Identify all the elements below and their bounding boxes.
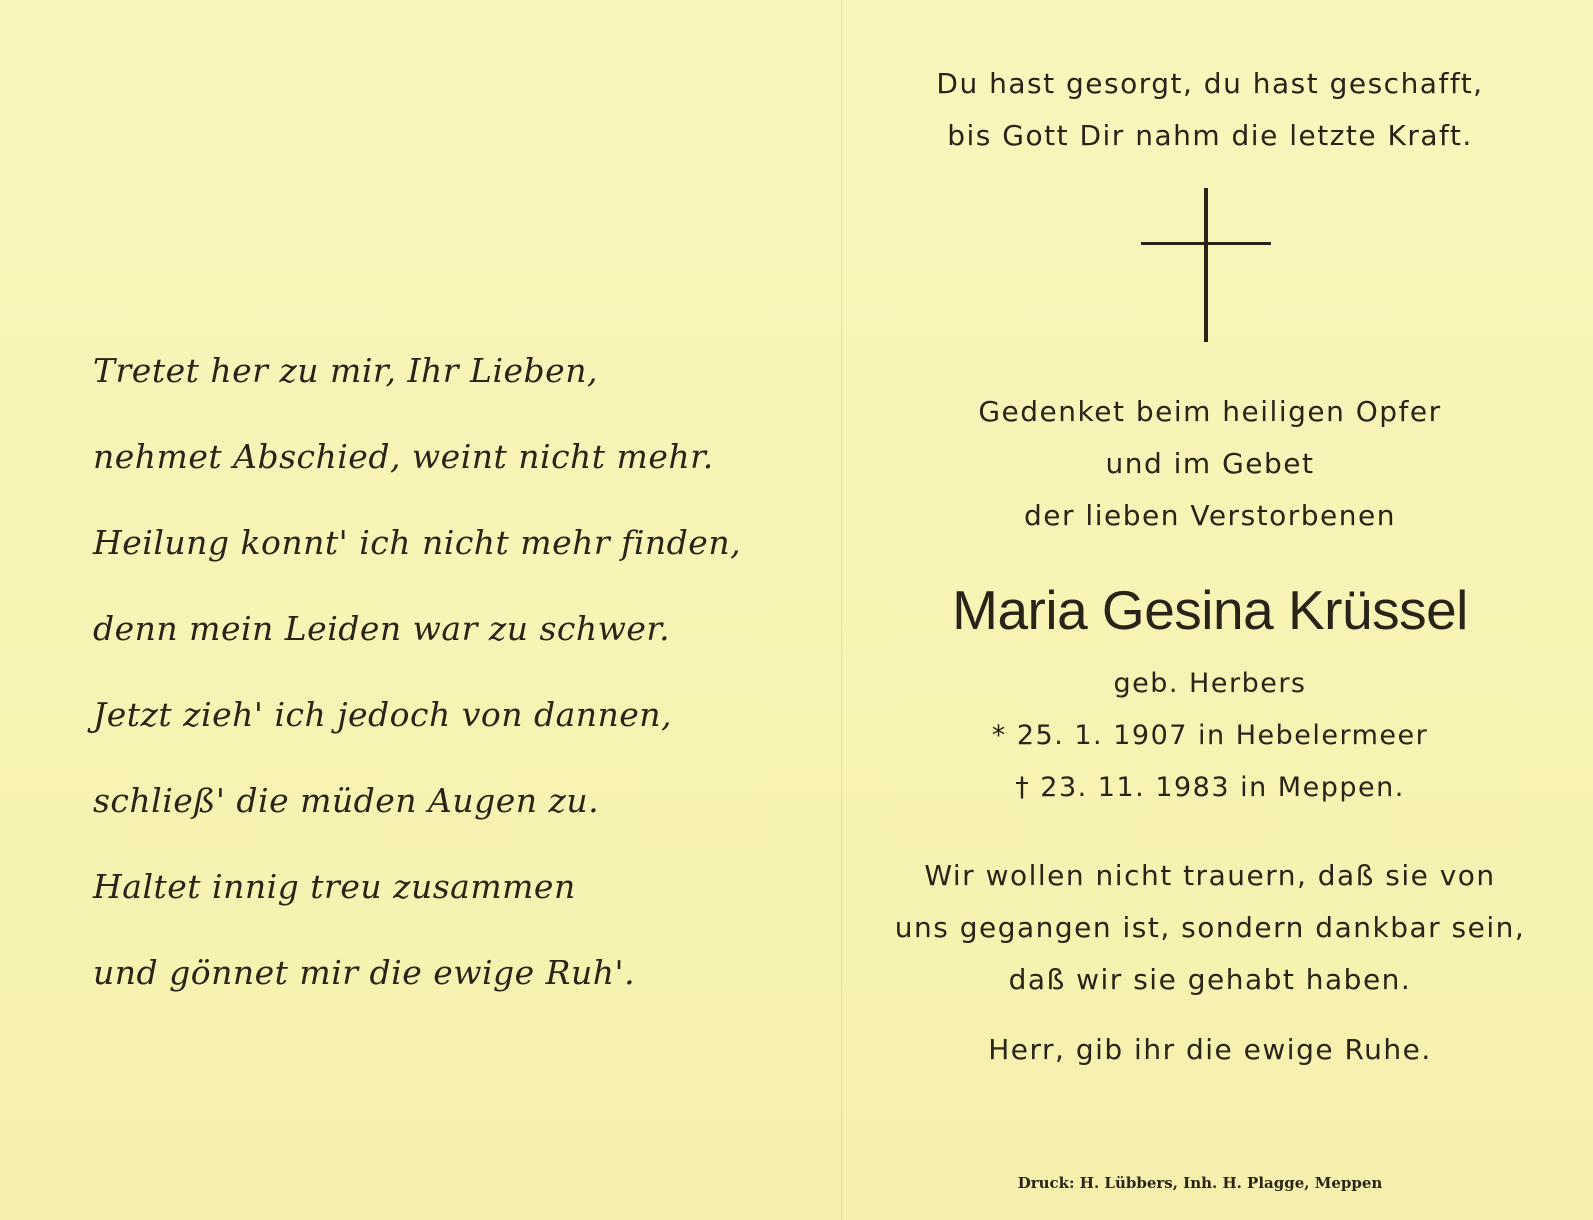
memorial-line: und im Gebet bbox=[1105, 447, 1315, 480]
memorial-text bbox=[880, 386, 1540, 542]
poem-line: Heilung konnt' ich nicht mehr finden, bbox=[93, 523, 742, 562]
maiden-name: geb. Herbers bbox=[1113, 668, 1307, 699]
quote-line: Wir wollen nicht trauern, daß sie von bbox=[924, 859, 1496, 892]
printer-credit: Druck: H. Lübbers, Inh. H. Plagge, Meppen bbox=[1017, 1174, 1383, 1192]
poem-line: Tretet her zu mir, Ihr Lieben, bbox=[93, 351, 598, 390]
deceased-name: Maria Gesina Krüssel bbox=[952, 579, 1468, 641]
quote-line: uns gegangen ist, sondern dankbar sein, bbox=[894, 911, 1526, 944]
poem-line: und gönnet mir die ewige Ruh'. bbox=[93, 953, 636, 992]
motto-line: Du hast gesorgt, du hast geschafft, bbox=[936, 67, 1484, 100]
motto bbox=[880, 58, 1540, 162]
death-date: † 23. 11. 1983 in Meppen. bbox=[1015, 772, 1405, 803]
poem-line: Haltet innig treu zusammen bbox=[93, 867, 576, 906]
motto-line: bis Gott Dir nahm die letzte Kraft. bbox=[947, 119, 1473, 152]
poem-line: nehmet Abschied, weint nicht mehr. bbox=[93, 437, 714, 476]
memorial-line: Gedenket beim heiligen Opfer bbox=[978, 395, 1442, 428]
poem bbox=[93, 328, 742, 1016]
poem-line: Jetzt zieh' ich jedoch von dannen, bbox=[93, 695, 673, 734]
quote bbox=[880, 850, 1540, 1006]
poem-line: schließ' die müden Augen zu. bbox=[93, 781, 600, 820]
card-fold bbox=[841, 0, 842, 1220]
poem-line: denn mein Leiden war zu schwer. bbox=[93, 609, 671, 648]
memorial-line: der lieben Verstorbenen bbox=[1024, 499, 1396, 532]
quote-line: daß wir sie gehabt haben. bbox=[1008, 963, 1412, 996]
prayer: Herr, gib ihr die ewige Ruhe. bbox=[988, 1033, 1432, 1066]
latin-cross-icon bbox=[1141, 188, 1271, 342]
life-details bbox=[880, 658, 1540, 814]
birth-date: * 25. 1. 1907 in Hebelermeer bbox=[991, 720, 1429, 751]
